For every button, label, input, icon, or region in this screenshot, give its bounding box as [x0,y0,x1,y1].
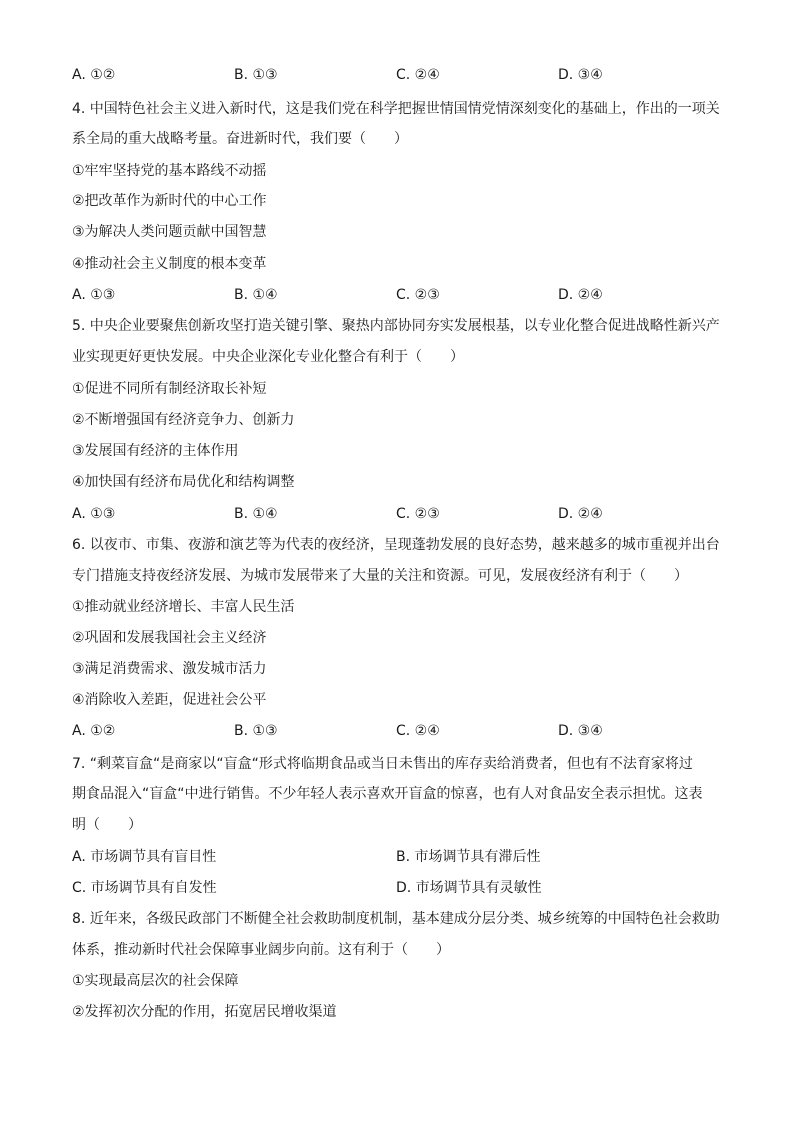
q8-item-2: ②发挥初次分配的作用，拓宽居民增收渠道 [72,1004,337,1020]
q7-option-a[interactable]: A. 市场调节具有盲目性 [72,849,217,865]
q6-option-d[interactable]: D. ③④ [558,723,603,739]
q5-options [72,504,732,524]
q4-stem-line-1: 4. 中国特色社会主义进入新时代，这是我们党在科学把握世情国情党情深刻变化的基础上，作出的一项关 [72,101,720,117]
q4-option-d[interactable]: D. ②④ [558,287,603,303]
q3-option-b[interactable]: B. ①③ [234,67,278,83]
q5-option-d[interactable]: D. ②④ [558,506,603,522]
q6-item-1: ①推动就业经济增长、丰富人民生活 [72,599,295,615]
q4-item-1: ①牢牢坚持党的基本路线不动摇 [72,163,267,179]
q7-options-row-2 [72,878,732,898]
q3-option-d[interactable]: D. ③④ [558,67,603,83]
q5-option-b[interactable]: B. ①④ [234,506,278,522]
q5-item-3: ③发展国有经济的主体作用 [72,443,239,459]
q7-option-d[interactable]: D. 市场调节具有灵敏性 [396,880,542,896]
q4-option-a[interactable]: A. ①③ [72,287,116,303]
q5-item-2: ②不断增强国有经济竞争力、创新力 [72,412,295,428]
q6-stem-line-2: 专门措施支持夜经济发展、为城市发展带来了大量的关注和资源。可见，发展夜经济有利于（ ） [72,568,688,584]
q7-option-c[interactable]: C. 市场调节具有自发性 [72,880,217,896]
q6-option-b[interactable]: B. ①③ [234,723,278,739]
q5-option-a[interactable]: A. ①③ [72,506,116,522]
q4-item-3: ③为解决人类问题贡献中国智慧 [72,224,267,240]
q3-option-c[interactable]: C. ②④ [396,67,440,83]
q5-option-c[interactable]: C. ②③ [396,506,440,522]
q4-item-4: ④推动社会主义制度的根本变革 [72,256,267,272]
q4-item-2: ②把改革作为新时代的中心工作 [72,193,267,209]
q7-options-row-1 [72,847,732,867]
q6-stem-line-1: 6. 以夜市、市集、夜游和演艺等为代表的夜经济，呈现蓬勃发展的良好态势，越来越多的城市重视并出台 [72,537,720,553]
q8-item-1: ①实现最高层次的社会保障 [72,973,239,989]
q6-option-a[interactable]: A. ①② [72,723,116,739]
q7-stem-line-3: 明（ ） [72,817,142,833]
q6-item-3: ③满足消费需求、激发城市活力 [72,661,267,677]
q4-options [72,285,732,305]
q4-option-b[interactable]: B. ①④ [234,287,278,303]
q6-option-c[interactable]: C. ②④ [396,723,440,739]
q8-stem-line-1: 8. 近年来，各级民政部门不断健全社会救助制度机制，基本建成分层分类、城乡统筹的中国特色社会救助 [72,911,720,927]
q3-option-a[interactable]: A. ①② [72,67,116,83]
q8-stem-line-2: 体系，推动新时代社会保障事业阔步向前。这有利于（ ） [72,942,450,958]
q6-item-2: ②巩固和发展我国社会主义经济 [72,630,267,646]
q5-item-1: ①促进不同所有制经济取长补短 [72,381,267,397]
q6-options [72,721,732,741]
q5-stem-line-1: 5. 中央企业要聚焦创新攻坚打造关键引擎、聚热内部协同夯实发展根基，以专业化整合促进战略性新兴产 [72,318,720,334]
q4-stem-line-2: 系全局的重大战略考量。奋进新时代，我们要（ ） [72,131,408,147]
q5-item-4: ④加快国有经济布局优化和结构调整 [72,474,295,490]
q7-stem-line-2: 期食品混入“盲盒“中进行销售。不少年轻人表示喜欢开盲盒的惊喜，也有人对食品安全表示担忧。这表 [72,786,703,802]
q7-option-b[interactable]: B. 市场调节具有滞后性 [396,849,541,865]
q5-stem-line-2: 业实现更好更快发展。中央企业深化专业化整合有利于（ ） [72,349,464,365]
q7-stem-line-1: 7. “剩菜盲盒“是商家以“盲盒“形式将临期食品或当日未售出的库存卖给消费者，但也有不法育家将过 [72,756,693,772]
q4-option-c[interactable]: C. ②③ [396,287,440,303]
q3-options [72,65,732,85]
q6-item-4: ④消除收入差距，促进社会公平 [72,692,267,708]
